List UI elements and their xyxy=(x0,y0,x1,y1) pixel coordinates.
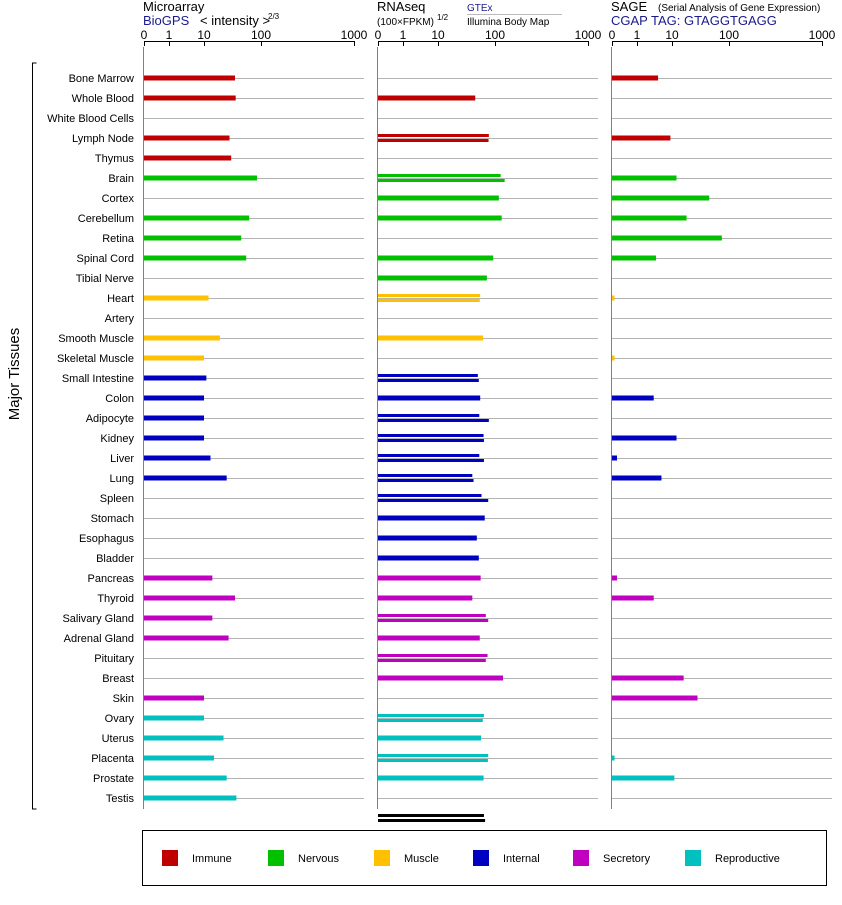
rnaseq-unit-exponent: 1/2 xyxy=(437,13,449,22)
tissue-label: Smooth Muscle xyxy=(58,333,134,345)
tissue-label: Thyroid xyxy=(97,593,134,605)
sage-bar xyxy=(612,76,658,81)
microarray-tick-label: 100 xyxy=(250,28,272,42)
tissue-label: Retina xyxy=(102,233,134,245)
legend-swatch-nervous xyxy=(268,850,284,866)
rnaseq-bar xyxy=(378,819,485,822)
microarray-bar xyxy=(144,376,206,381)
sage-bar xyxy=(612,396,654,401)
tissue-label: Lung xyxy=(109,473,134,485)
legend-swatch-internal xyxy=(473,850,489,866)
rnaseq-bar xyxy=(378,536,477,541)
sage-subtitle: (Serial Analysis of Gene Expression) xyxy=(658,3,821,14)
rnaseq-tick-label: 0 xyxy=(374,28,382,42)
rnaseq-bar xyxy=(378,414,479,417)
rnaseq-bar xyxy=(378,139,489,142)
cgap-tag-link[interactable]: CGAP TAG: GTAGGTGAGG xyxy=(611,13,777,28)
y-axis-label: Major Tissues xyxy=(6,327,23,421)
rnaseq-bar xyxy=(378,474,472,477)
tissue-label: Adipocyte xyxy=(85,413,134,425)
microarray-bar xyxy=(144,476,227,481)
tissue-label: Testis xyxy=(105,793,134,805)
tissue-label: Ovary xyxy=(104,713,134,725)
legend-label-secretory: Secretory xyxy=(603,853,651,865)
tissue-label: Breast xyxy=(102,673,134,685)
rnaseq-bar xyxy=(378,676,503,681)
tissue-bracket xyxy=(33,63,37,809)
rnaseq-bar xyxy=(378,636,480,641)
rnaseq-bar xyxy=(378,776,484,781)
microarray-bar xyxy=(144,216,249,221)
legend-label-internal: Internal xyxy=(503,853,540,865)
microarray-bar xyxy=(144,336,220,341)
tissue-label: Thymus xyxy=(94,153,134,165)
rnaseq-bar xyxy=(378,439,484,442)
legend-swatch-secretory xyxy=(573,850,589,866)
microarray-bar xyxy=(144,716,204,721)
tissue-label: Tibial Nerve xyxy=(75,273,134,285)
sage-bar xyxy=(612,256,656,261)
legend-swatch-reproductive xyxy=(685,850,701,866)
tissue-label: Bladder xyxy=(96,553,134,565)
rnaseq-bar xyxy=(378,614,486,617)
rnaseq-bar xyxy=(378,556,479,561)
rnaseq-bar xyxy=(378,374,478,377)
legend-label-nervous: Nervous xyxy=(298,853,339,865)
rnaseq-tick-label: 100 xyxy=(484,28,506,42)
microarray-tick-label: 1000 xyxy=(340,28,368,42)
rnaseq-tick-label: 1 xyxy=(399,28,407,42)
rnaseq-bar xyxy=(378,434,484,437)
rnaseq-tick-label: 1000 xyxy=(574,28,602,42)
tissue-label: Bone Marrow xyxy=(68,73,134,85)
microarray-tick-label: 1 xyxy=(165,28,173,42)
legend-label-immune: Immune xyxy=(192,853,232,865)
microarray-bar xyxy=(144,736,224,741)
rnaseq-bar xyxy=(378,619,488,622)
sage-bar xyxy=(612,476,661,481)
rnaseq-bar xyxy=(378,736,481,741)
rnaseq-bar xyxy=(378,659,486,662)
tissue-label: Stomach xyxy=(90,513,134,525)
microarray-bar xyxy=(144,156,231,161)
microarray-bar xyxy=(144,796,236,801)
rnaseq-bar xyxy=(378,179,505,182)
microarray-bar xyxy=(144,696,204,701)
microarray-bar xyxy=(144,616,212,621)
sage-title: SAGE xyxy=(611,0,648,14)
sage-header xyxy=(611,0,820,28)
microarray-unit-label: < intensity > xyxy=(200,13,271,28)
biogps-link[interactable]: BioGPS xyxy=(143,13,190,28)
tissue-label: Spleen xyxy=(99,493,134,505)
sage-tick-label: 10 xyxy=(665,28,679,42)
microarray-bar xyxy=(144,356,204,361)
microarray-bar xyxy=(144,416,204,421)
tissue-label: Kidney xyxy=(100,433,134,445)
rnaseq-bar xyxy=(378,299,480,302)
rnaseq-bar xyxy=(378,459,484,462)
rnaseq-bar xyxy=(378,294,480,297)
microarray-bar xyxy=(144,296,209,301)
rnaseq-unit-label: (100×FPKM) xyxy=(377,17,434,28)
sage-bar xyxy=(612,596,654,601)
rnaseq-bar xyxy=(378,499,488,502)
tissue-labels xyxy=(47,73,135,805)
tissue-label: Adrenal Gland xyxy=(63,633,134,645)
rnaseq-bar xyxy=(378,714,484,717)
microarray-tick-label: 10 xyxy=(197,28,211,42)
sage-bar xyxy=(612,196,709,201)
sage-bar xyxy=(612,216,687,221)
sage-tick-label: 0 xyxy=(608,28,616,42)
tissue-label: Cerebellum xyxy=(77,213,134,225)
legend-swatch-muscle xyxy=(374,850,390,866)
rnaseq-bar xyxy=(378,596,472,601)
microarray-tick-label: 0 xyxy=(140,28,148,42)
microarray-bar xyxy=(144,96,236,101)
sage-bar xyxy=(612,236,722,241)
sage-bar xyxy=(612,176,677,181)
tissue-label: White Blood Cells xyxy=(47,113,134,125)
rnaseq-bar xyxy=(378,576,481,581)
rnaseq-bar xyxy=(378,654,488,657)
rnaseq-bar xyxy=(378,479,474,482)
grid-layer xyxy=(144,47,833,809)
legend-label-muscle: Muscle xyxy=(404,853,439,865)
sage-bar xyxy=(612,696,697,701)
rnaseq-bar xyxy=(378,256,493,261)
legend-swatch-immune xyxy=(162,850,178,866)
microarray-bar xyxy=(144,456,210,461)
rnaseq-bar xyxy=(378,379,479,382)
microarray-bar xyxy=(144,576,212,581)
tissue-label: Salivary Gland xyxy=(62,613,134,625)
sage-tick-label: 100 xyxy=(718,28,740,42)
rnaseq-bar xyxy=(378,216,502,221)
rnaseq-bar xyxy=(378,759,488,762)
tissue-label: Skeletal Muscle xyxy=(56,353,134,365)
sage-bar xyxy=(612,436,677,441)
rnaseq-bar xyxy=(378,814,484,817)
tissue-label: Liver xyxy=(110,453,134,465)
microarray-bar xyxy=(144,776,227,781)
rnaseq-header xyxy=(377,0,562,28)
sage-bar xyxy=(612,456,617,461)
legend-label-reproductive: Reproductive xyxy=(715,853,780,865)
sage-bar xyxy=(612,676,684,681)
sage-bar xyxy=(612,136,670,141)
rnaseq-bar xyxy=(378,454,479,457)
sage-tick-label: 1000 xyxy=(808,28,836,42)
rnaseq-bar xyxy=(378,96,475,101)
microarray-bar xyxy=(144,236,241,241)
microarray-bar xyxy=(144,436,204,441)
sage-tick-label: 1 xyxy=(633,28,641,42)
tissue-label: Placenta xyxy=(91,753,134,765)
microarray-bar xyxy=(144,176,257,181)
microarray-bar xyxy=(144,596,235,601)
rnaseq-bar xyxy=(378,396,480,401)
tissue-label: Prostate xyxy=(93,773,134,785)
rnaseq-tick-label: 10 xyxy=(431,28,445,42)
microarray-unit-exponent: 2/3 xyxy=(268,12,280,21)
rnaseq-bar xyxy=(378,336,483,341)
microarray-title: Microarray xyxy=(143,0,205,14)
rnaseq-bar xyxy=(378,754,488,757)
tissue-label: Spinal Cord xyxy=(76,253,134,265)
tissue-label: Colon xyxy=(105,393,134,405)
rnaseq-bar xyxy=(378,174,501,177)
sage-bar xyxy=(612,296,615,301)
tissue-label: Cortex xyxy=(101,193,134,205)
tissue-label: Skin xyxy=(112,693,134,705)
microarray-header xyxy=(143,0,280,28)
rnaseq-bar xyxy=(378,276,487,281)
illumina-body-map-label: Illumina Body Map xyxy=(467,17,550,28)
microarray-bar xyxy=(144,76,235,81)
tissue-label: Uterus xyxy=(101,733,134,745)
sage-bar xyxy=(612,576,617,581)
axis-layer xyxy=(141,28,836,46)
rnaseq-bar xyxy=(378,719,483,722)
tissue-label: Pituitary xyxy=(94,653,134,665)
tissue-label: Artery xyxy=(104,313,134,325)
tissue-label: Esophagus xyxy=(78,533,134,545)
gtex-link[interactable]: GTEx xyxy=(467,3,493,14)
microarray-bar xyxy=(144,136,229,141)
tissue-label: Lymph Node xyxy=(72,133,134,145)
tissue-label: Whole Blood xyxy=(71,93,134,105)
sage-bar xyxy=(612,356,615,361)
tissue-label: Brain xyxy=(108,173,134,185)
tissue-label: Heart xyxy=(107,293,134,305)
microarray-bar xyxy=(144,256,246,261)
rnaseq-bar xyxy=(378,494,482,497)
microarray-bar xyxy=(144,756,214,761)
tissue-label: Pancreas xyxy=(87,573,134,585)
tissue-label: Small Intestine xyxy=(61,373,134,385)
sage-bar xyxy=(612,756,615,761)
microarray-bar xyxy=(144,636,229,641)
rnaseq-bar xyxy=(378,419,489,422)
rnaseq-title: RNAseq xyxy=(377,0,426,14)
rnaseq-bar xyxy=(378,196,499,201)
microarray-bar xyxy=(144,396,204,401)
rnaseq-bar xyxy=(378,134,489,137)
sage-bar xyxy=(612,776,674,781)
rnaseq-bar xyxy=(378,516,485,521)
